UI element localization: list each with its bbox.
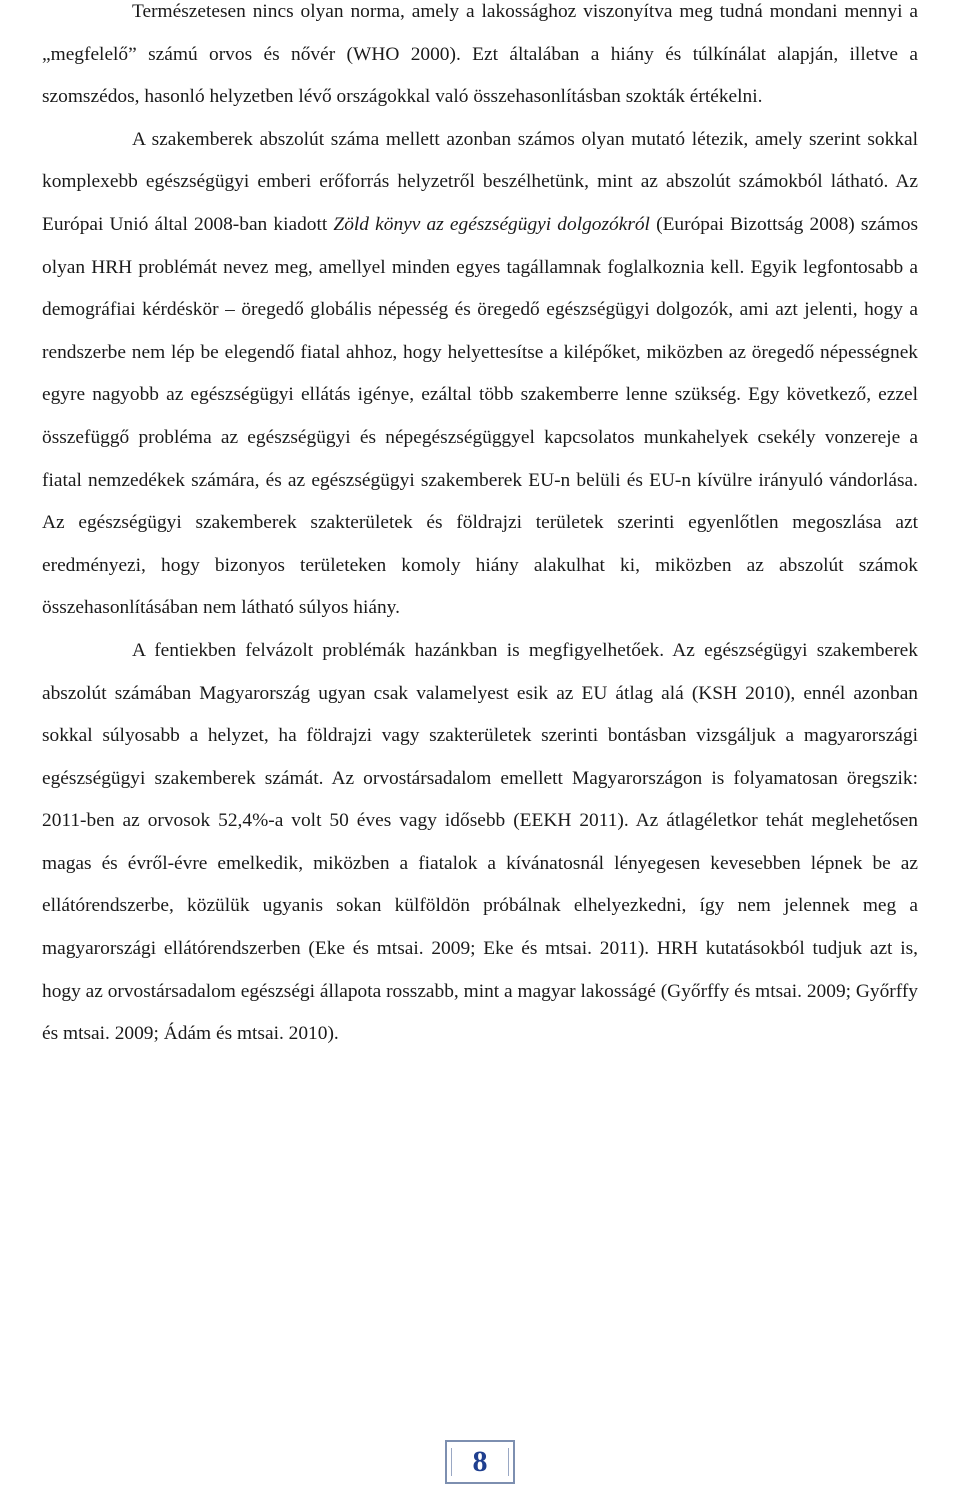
document-body xyxy=(42,0,918,1056)
paragraph-2 xyxy=(42,119,918,630)
paragraph-1 xyxy=(42,0,918,119)
paragraph-2-text-end: (Európai Bizottság 2008) számos olyan HRH problémát nevez meg, amellyel minden egyes tagállamnak foglalkoznia kell. Egyik legfontosabb a demográfiai kérdéskör – öregedő globális népesség és öregedő egészségügyi dolgozók, ami azt jelenti, hogy a rendszerbe nem lép be elegendő fiatal ahhoz, hogy helyettesítse a kilépőket, miközben az öregedő népességnek egyre nagyobb az egészségügyi ellátás igénye, ezáltal több szakemberre lenne szükség. Egy következő, ezzel összefüggő probléma az egészségügyi és népegészségüggyel kapcsolatos munkahelyek csekély vonzereje a fiatal nemzedékek számára, és az egészségügyi szakemberek EU-n belüli és EU-n kívülre irányuló vándorlása. Az egészségügyi szakemberek szakterületek és földrajzi területek szerinti egyenlőtlen megoszlása azt eredményezi, hogy bizonyos területeken komoly hiány alakulhat ki, miközben az abszolút számok összehasonlításában nem látható súlyos hiány. xyxy=(42,213,918,619)
page-number xyxy=(445,1440,515,1484)
paragraph-2-book-title: Zöld könyv az egészségügyi dolgozókról xyxy=(333,213,650,235)
paragraph-2-text-start: A szakemberek abszolút száma mellett azonban számos olyan mutató létezik, amely szerint sokkal komplexebb egészségügyi emberi erőforrás helyzetről beszélhetünk, mint az abszolút számokból látható. Az Európai Unió által 2008-ban kiadott xyxy=(42,128,918,235)
page-number-label: 8 xyxy=(472,1445,488,1478)
paragraph-3-text: A fentiekben felvázolt problémák hazánkban is megfigyelhetőek. Az egészségügyi szakemberek abszolút számában Magyarország ugyan csak valamelyest esik az EU átlag alá (KSH 2010), ennél azonban sokkal súlyosabb a helyzet, ha földrajzi vagy szakterületek szerinti bontásban vizsgáljuk a magyarországi egészségügyi szakemberek számát. Az orvostársadalom emellett Magyarországon is folyamatosan öregszik: 2011-ben az orvosok 52,4%-a volt 50 éves vagy idősebb (EEKH 2011). Az átlagéletkor tehát meglehetősen magas és évről-évre emelkedik, miközben a fiatalok a kívánatosnál lényegesen kevesebben lépnek be az ellátórendszerbe, közülük ugyanis sokan külföldön próbálnak elhelyezkedni, így nem jelennek meg a magyarországi ellátórendszerben (Eke és mtsai. 2009; Eke és mtsai. 2011). HRH kutatásokból tudjuk azt is, hogy az orvostársadalom egészségi állapota rosszabb, mint a magyar lakosságé (Győrffy és mtsai. 2009; Győrffy és mtsai. 2009; Ádám és mtsai. 2010). xyxy=(42,639,918,1045)
paragraph-3 xyxy=(42,630,918,1056)
paragraph-1-text: Természetesen nincs olyan norma, amely a lakossághoz viszonyítva meg tudná mondani mennyi a „megfelelő” számú orvos és nővér (WHO 2000). Ezt általában a hiány és túlkínálat alapján, illetve a szomszédos, hasonló helyzetben lévő országokkal való összehasonlításban szokták értékelni. xyxy=(42,1,918,108)
